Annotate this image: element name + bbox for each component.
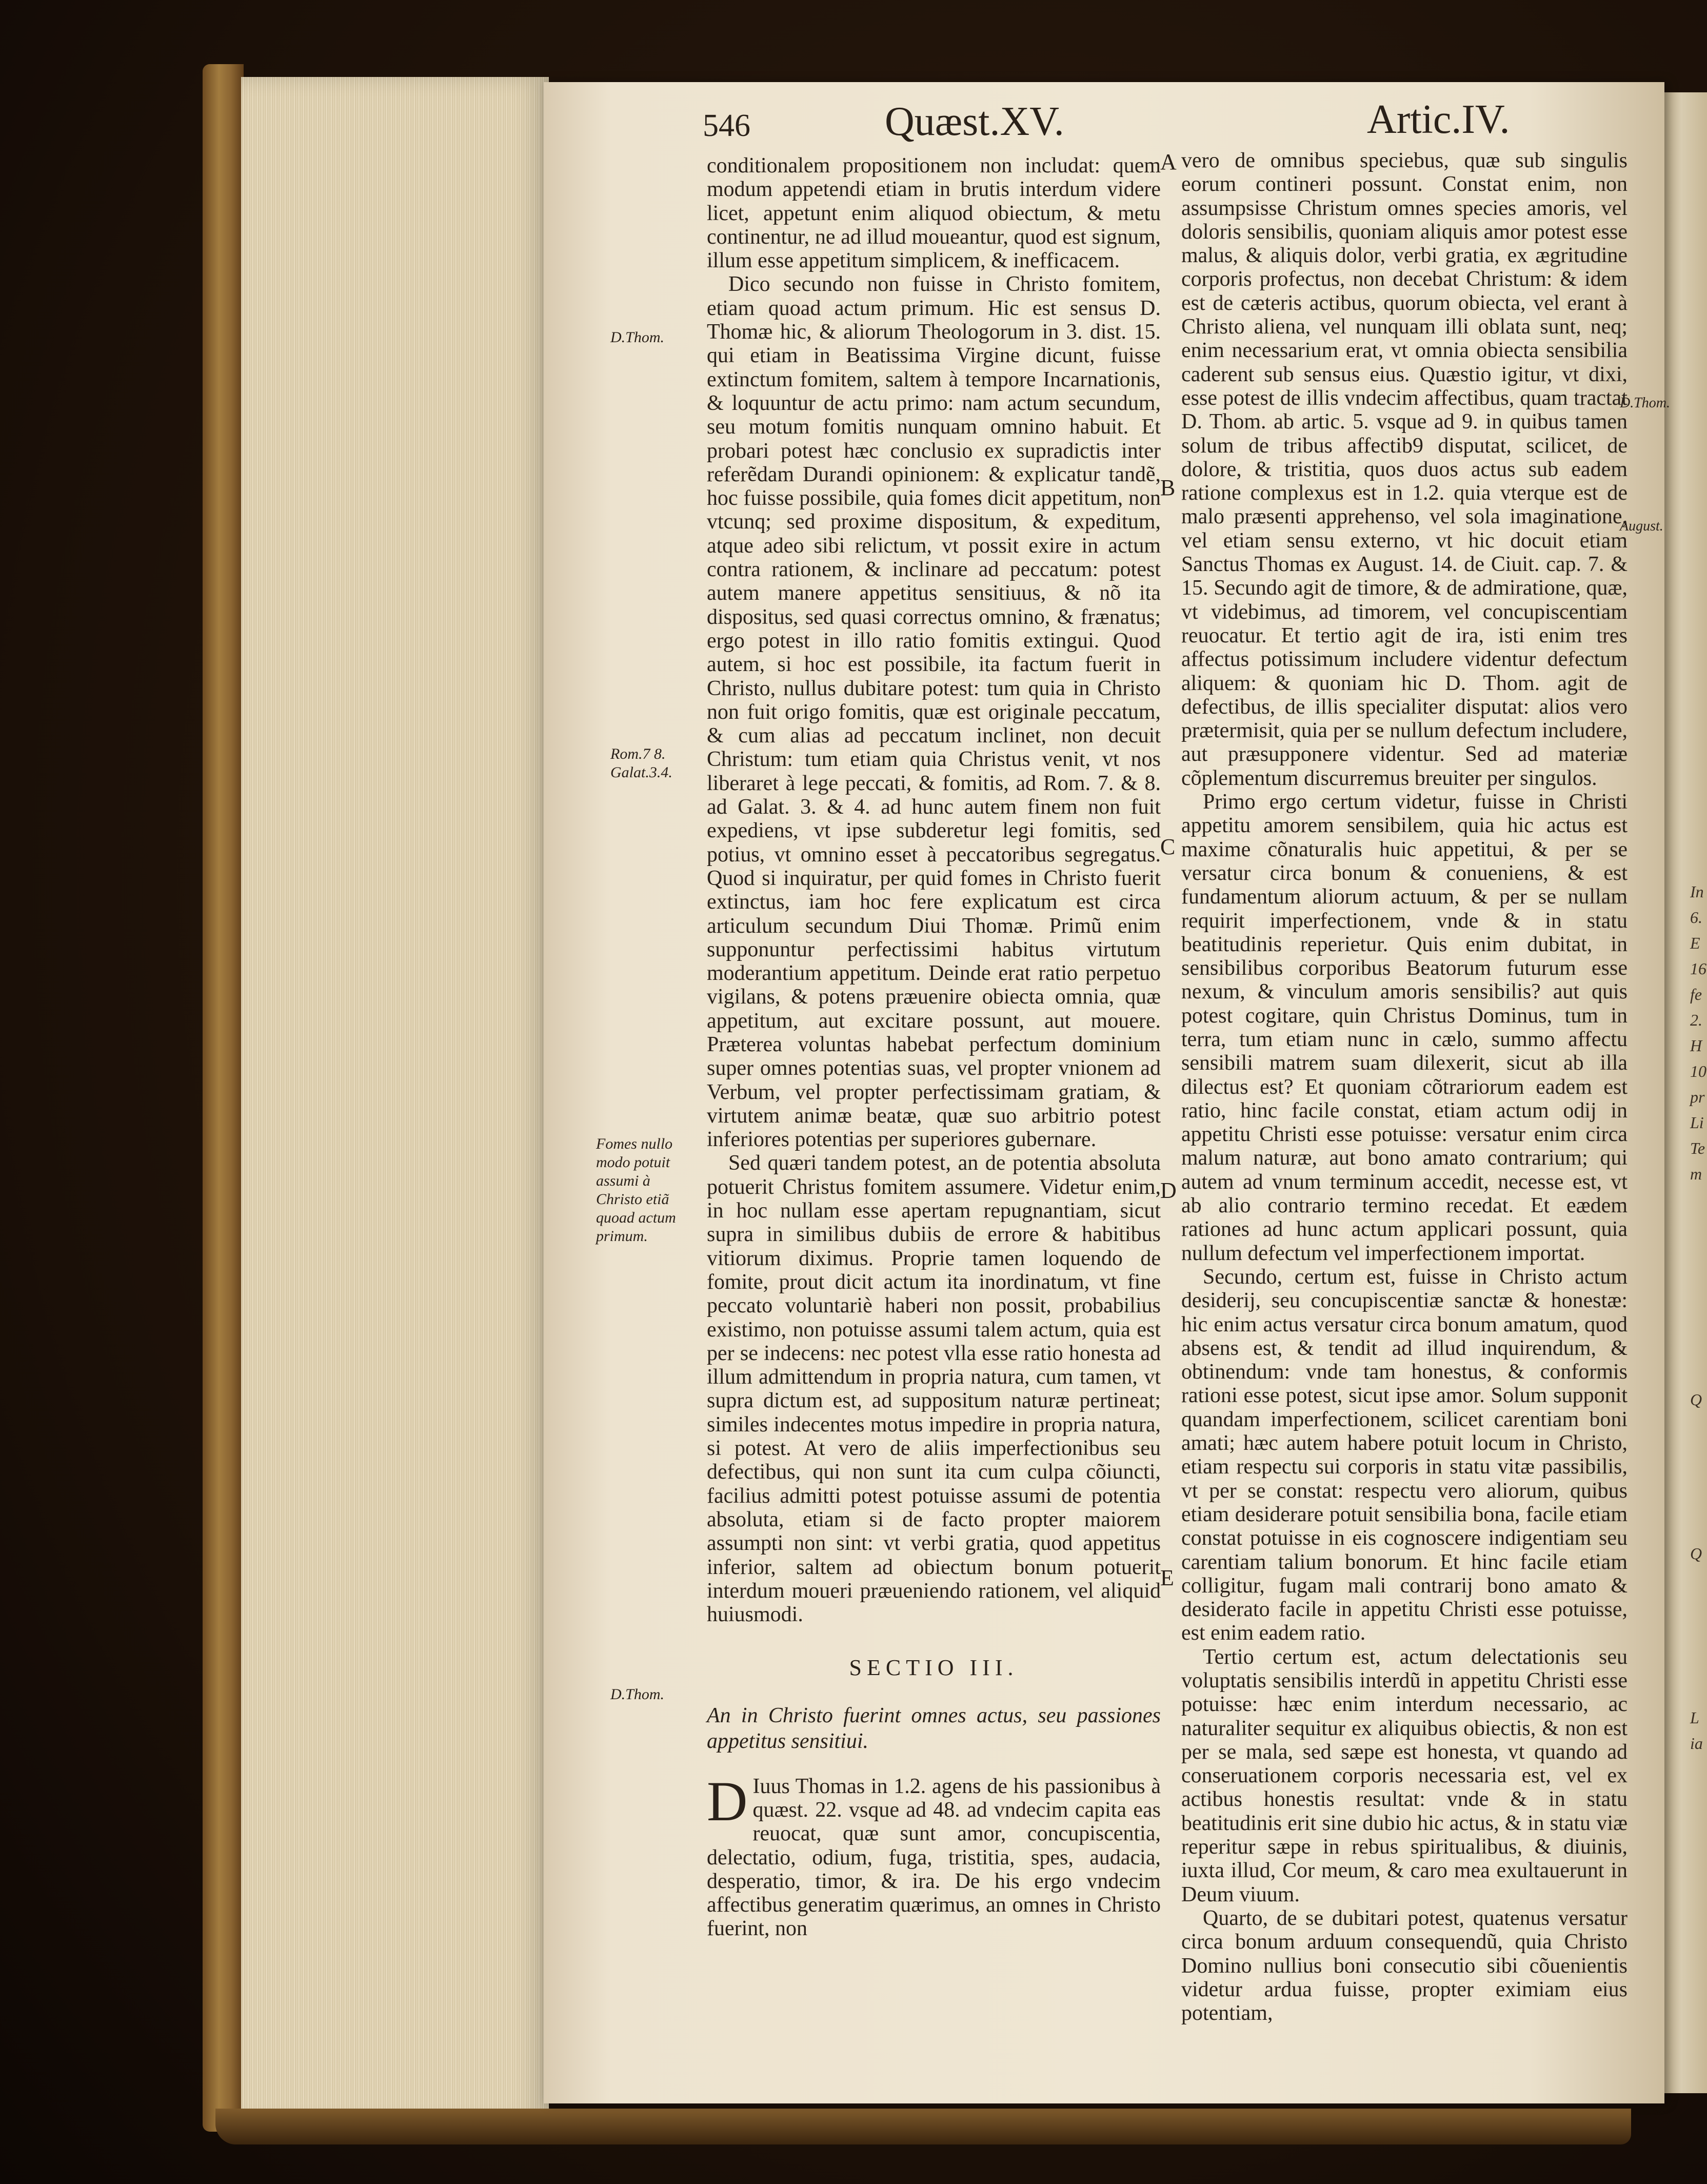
book-cover-edge — [203, 64, 244, 2132]
facing-page-fragment: Q — [1690, 1544, 1702, 1563]
section-title: SECTIO III. — [849, 1655, 1019, 1681]
paragraph: Quarto, de se dubitari potest, quatenus versatur circa bonum arduum consequendũ, quia Christo Domino nullius boni consecutio sibi cõuenientis videtur ardua fuisse, propter eximiam eius potentiam, — [1181, 1906, 1627, 2025]
facing-page-fragment: m — [1690, 1165, 1702, 1183]
book-bottom-edge — [215, 2109, 1631, 2144]
gutter-letter: B — [1160, 475, 1176, 500]
paragraph: Sed quæri tandem potest, an de potentia absoluta potuerit Christus fomitem assumere. Videtur enim, in hoc nullam esse apertam repugnantiam, sicut supra in similibus dubiis de errore & habitibus vitiorum diximus. Proprie tamen loquendo de fomite, prout dicit actum ita inordinatum, vt fine peccato voluntariè haberi non possit, probabilius existimo, non potuisse assumi talem actum, quia est per se indecens: nec potest vlla esse ratio honesta ad illum admittendum in propria natura, cum tamen, vt supra dictum est, ad suppositum naturæ pertineat; similes indecentes motus impedire in propria natura, si potest. At vero de aliis imperfectionibus seu defectibus, qui non sunt ita cum culpa cõiuncti, facilius admitti potest potuisse assumi de potentia absoluta, etiam si de facto propter maiorem assumpti non sint: vt verbi gratia, quod appetitus inferior, saltem ad obiectum bonum potuerit interdum moueri præueniendo rationem, vel aliquid huiusmodi. — [707, 1151, 1161, 1627]
margin-note: D.Thom. — [610, 329, 665, 346]
facing-page-fragment: E — [1690, 934, 1700, 952]
gutter-letter: A — [1160, 149, 1177, 174]
paragraph: vero de omnibus speciebus, quæ sub singulis eorum contineri possunt. Constat enim, non assumpsisse Christum omnes species amoris, vel doloris sensibilis, quoniam aliquis amor potest esse malus, & aliquis dolor, verbi gratia, ex ægritudine corporis profectus, non decebat Christum: & idem est de cæteris actibus, quorum obiecta, vel erant à Christo aliena, vel nunquam illi oblata sunt, neq; enim necessarium erat, vt omnia obiecta sensibilia caderent sub sensus eius. Quæstio igitur, vt dixi, esse potest de illis vndecim affectibus, quam tractat D. Thom. ab artic. 5. vsque ad 9. in quibus tamen solum de tribus affectib9 disputat, scilicet, de dolore, & tristitia, quos duos actus sub eadem ratione complexus est in 1.2. quia vterque est de malo præsenti apprehenso, vel sola imaginatione, vel etiam sensu externo, vt hic docuit etiam Sanctus Thomas ex August. 14. de Ciuit. cap. 7. & 15. Secundo agit de timore, & de admiratione, quæ, vt videbimus, ad timorem, vel concupiscentiam reuocatur. Et tertio agit de ira, isti enim tres affectus potissimum includere videntur defectum aliquem: & quoniam hic D. Thom. agit de defectibus, de illis specialiter disputat: alios vero prætermisit, quia per se nullum defectum includere, aut præsupponere videntur. Sed ad materiæ cõplementum discurremus breuiter per singulos. — [1181, 149, 1627, 790]
facing-page-fragment: 16 — [1690, 959, 1706, 978]
facing-page-fragment: ia — [1690, 1734, 1703, 1753]
facing-page-fragment: 6. — [1690, 908, 1702, 927]
page-number: 546 — [703, 108, 750, 143]
page-block-edges — [241, 77, 549, 2124]
drop-cap: D — [707, 1769, 748, 1833]
text-column-left — [707, 154, 1161, 1941]
paragraph: Secundo, certum est, fuisse in Christo actum desiderij, seu concupiscentiæ sanctæ & honestæ: hic enim actus versatur circa bonum amatum, quod absens est, & tendit ad illud inquirendum, & obtinendum: vnde tam honestus, & conformis rationi esse potest, sicut ipse amor. Solum supponit quandam imperfectionem, scilicet carentiam boni amati; hæc autem habere potuit locum in Christo, etiam respectu sui corporis in statu vitæ passibilis, vt per se constat: respectu vero aliorum, quibus etiam desiderare potuit sensibilia bona, facile etiam constat potuisse in eis cognoscere indigentiam seu carentiam talium bonorum. Et hinc facile etiam colligitur, fugam mali contrarij bono amato & desiderato facile in appetitu Christi esse potuisse, est enim eadem ratio. — [1181, 1265, 1627, 1645]
paragraph: Dico secundo non fuisse in Christo fomitem, etiam quoad actum primum. Hic est sensus D. Thomæ hic, & aliorum Theologorum in 3. dist. 15. qui etiam in Beatissima Virgine dicunt, fuisse extinctum fomitem, saltem à tempore Incarnationis, & loquuntur de actu primo: nam actum secundum, seu motum fomitis nunquam omnino habuit. Et probari potest hæc conclusio ex supradictis inter referẽdam Durandi opinionem: & explicatur tandẽ, hoc fuisse possibile, quia fomes dicit appetitum, non vtcunq; sed proxime dispositum, & expeditum, atque adeo sibi relictum, vt possit exire in actum contra rationem, & inclinare ad peccatum: potest autem manere appetitus sensitiuus, & nõ ita dispositus, sed quasi correctus omnino, & frænatus; ergo potest in illo ratio fomitis extingui. Quod autem, si hoc est possibile, ita factum fuerit in Christo, nullus dubitare potest: tum quia in Christo non fuit origo fomitis, quæ est originale peccatum, & cum alias ad peccatum inclinet, non decuit Christum: tum etiam quia Christus venit, vt nos liberaret à lege peccati, & fomitis, ad Rom. 7. & 8. ad Galat. 3. & 4. ad hunc autem finem non fuit expediens, vt ipse subderetur legi fomitis, sed potius, vt omnino esset à peccatoribus segregatus. Quod si inquiratur, per quid fomes in Christo fuerit extinctus, iam hoc fere explicatum est circa articulum secundum Diui Thomæ. Primũ enim supponuntur perfectissimi habitus virtutum moderantium appetitum. Deinde erat ratio perpetuo vigilans, & potens præuenire obiecta omnia, quæ appetitum, aut excitare possunt, aut mouere. Præterea voluntas habebat perfectum dominium super omnes potentias suas, vel propter vnionem ad Verbum, vel propter perfectissimam gratiam, & virtutem animæ beatæ, quæ suo arbitrio potest inferiores potentias per superiores gubernare. — [707, 272, 1161, 1152]
margin-note: Rom.7 8. Galat.3.4. — [610, 745, 672, 781]
facing-page-fragment: pr — [1690, 1088, 1705, 1106]
facing-page-edge — [1664, 92, 1707, 2093]
facing-page-fragment: fe — [1690, 985, 1702, 1004]
section-body — [707, 1769, 1161, 1941]
gutter-letter: C — [1160, 834, 1176, 859]
section-question: An in Christo fuerint omnes actus, seu passiones appetitus sensitiui. — [707, 1703, 1161, 1753]
margin-note: D.Thom. — [1620, 395, 1671, 411]
facing-page-fragment: Te — [1690, 1139, 1705, 1157]
facing-page-fragment: In — [1690, 882, 1704, 901]
text-column-right — [1181, 149, 1627, 2025]
running-head-article: Artic.IV. — [1367, 97, 1510, 142]
section-body-text: Iuus Thomas in 1.2. agens de his passionibus à quæst. 22. vsque ad 48. ad vndecim capita eas reuocat, quæ sunt amor, concupiscentia, delectatio, odium, fuga, tristitia, spes, audacia, desperatio, timor, & ira. De his ergo vndecim affectibus generatim quærimus, an omnes in Christo fuerint, non — [707, 1774, 1161, 1941]
facing-page-fragment: Li — [1690, 1113, 1704, 1132]
gutter-letter: E — [1160, 1565, 1174, 1590]
running-head-question: Quæst.XV. — [885, 99, 1064, 144]
margin-note: Fomes nullo modo potuit assumi à Christo etiã quoad actum primum. — [596, 1135, 676, 1245]
margin-note: August. — [1620, 518, 1663, 534]
paragraph: Tertio certum est, actum delectationis seu voluptatis sensibilis interdũ in appetitu Christi esse potuisse: hæc enim interdum necessario, ac naturaliter sequitur ex aliquibus obiectis, & non est per se mala, sed sæpe est honesta, vt quando ad conseruationem corporis necessaria est, vel ex actibus honestis resultat: vnde & in statu beatitudinis erit sine dubio hic actus, & in statu viæ reperitur sæpe in rebus spiritualibus, & diuinis, iuxta illud, Cor meum, & caro mea exultauerunt in Deum viuum. — [1181, 1645, 1627, 1906]
facing-page-fragment: L — [1690, 1708, 1699, 1727]
facing-page-fragment: Q — [1690, 1390, 1702, 1409]
facing-page-fragment: H — [1690, 1036, 1702, 1055]
facing-page-fragment: 10 — [1690, 1062, 1706, 1080]
margin-note: D.Thom. — [610, 1686, 665, 1703]
facing-page-fragment: 2. — [1690, 1011, 1702, 1029]
gutter-letter: D — [1160, 1178, 1177, 1203]
paragraph: Primo ergo certum videtur, fuisse in Christi appetitu amorem sensibilem, quia hic actus est maxime cõnaturalis huic appetitui, & per se versatur circa bonum & conueniens, & est fundamentum aliorum actuum, & per se nullam requirit imperfectionem, vnde & in statu beatitudinis reperietur. Quis enim dubitat, in sensibilibus corporibus Beatorum futurum esse nexum, & vinculum amoris sensibilis? aut quis potest cogitare, quin Christus Dominus, tum in terra, tum etiam nunc in cælo, summo affectu sensibili matrem suam dilexerit, sicut ab illa dilectus est? Et quoniam cõtrariorum eadem est ratio, hinc facile constat, etiam actum odij in appetitu Christi esse potuisse: versatur enim circa malum naturæ, aut bono amato contrarium; qui autem ad vnum terminum accedit, necesse est, vt ab alio contrario termino recedat. Et eædem rationes ad hunc actum applicari possunt, quia nullum defectum vel imperfectionem importat. — [1181, 790, 1627, 1265]
paragraph: conditionalem propositionem non includat: quem modum appetendi etiam in brutis interdum videre licet, appetunt enim aliquod obiectum, & metu continentur, ne ad illud moueantur, quod est signum, illum esse appetitum simplicem, & inefficacem. — [707, 154, 1161, 273]
